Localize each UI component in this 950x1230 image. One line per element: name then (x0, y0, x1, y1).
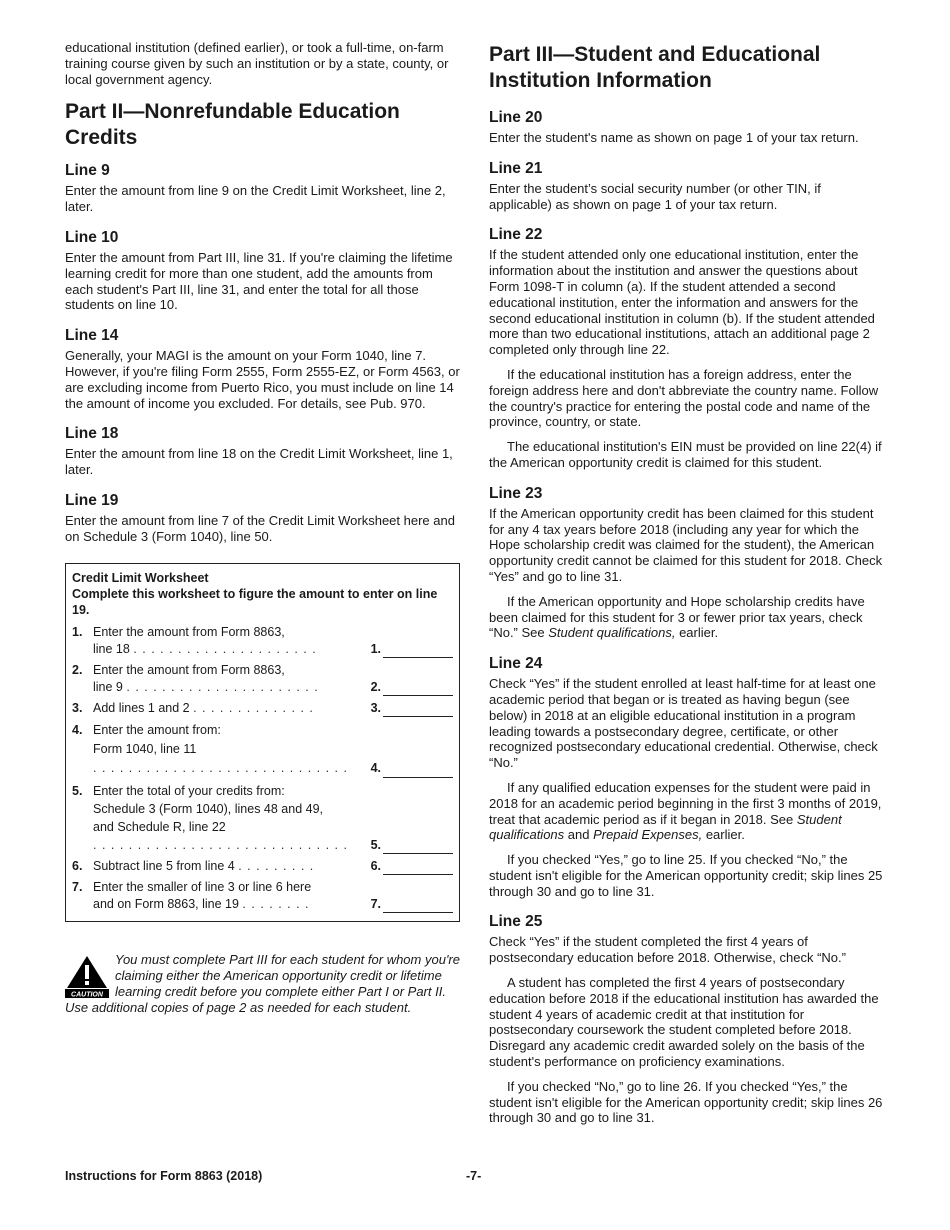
worksheet-row-number: 5. (72, 783, 83, 798)
left-column (65, 40, 460, 1016)
worksheet-row-text: Subtract line 5 from line 4 (93, 858, 235, 873)
line22-section (489, 225, 884, 470)
line9-text: Enter the amount from line 9 on the Credit Limit Worksheet, line 2, later. (65, 183, 446, 215)
line19-heading: Line 19 (65, 491, 119, 509)
line24-heading: Line 24 (489, 655, 543, 673)
worksheet-row-text: Enter the smaller of line 3 or line 6 here (93, 879, 312, 894)
worksheet-row-label: 7. (370, 896, 381, 911)
line25-heading: Line 25 (489, 913, 543, 931)
line22-p1: If the student attended only one educational institution, enter the information about the institution and answer the questions about Form 1098-T in column (a). If the student attended a second educational institution, enter the information and answers for the second educational institution in column (b). If the student attended more than two educational institutions, attach an additional page 2 completed only through line 22. (489, 247, 875, 358)
line20-section (489, 108, 884, 146)
line22-heading: Line 22 (489, 226, 543, 244)
line24-p2: If any qualified education expenses for the student were paid in 2018 for an academic period beginning in the first 3 months of 2019, treat that academic period as if it began in 2018. See Student qualifications and Prepaid Expenses, earlier. (489, 779, 882, 843)
line21-heading: Line 21 (489, 159, 543, 177)
worksheet-row-text: Enter the amount from: (93, 722, 221, 737)
caution-text: You must complete Part III for each student for whom you're claiming either the American opportunity credit or lifetime learning credit before you complete either Part I or Part II. Use additional copies of page 2 as needed for each student. (65, 951, 460, 1015)
line24-p1: Check “Yes” if the student enrolled at least half-time for at least one academic period that began or is treated as having begun (see below) in 2018 at an eligible educational institution in a program leading towards a postsecondary degree, certificate, or other recognized postsecondary educational credential. Otherwise, check “No.” (489, 676, 878, 771)
worksheet-row-number: 7. (72, 879, 83, 894)
footer-title: Instructions for Form 8863 (2018) (65, 1169, 263, 1183)
line25-p3: If you checked “No,” go to line 26. If you checked “Yes,” the student isn't eligible for the American opportunity credit; skip lines 26 through 30 and go to line 31. (489, 1078, 883, 1126)
worksheet-leader-dots: . . . . . . . . . (238, 858, 315, 873)
worksheet-row-text-3: and Schedule R, line 22 (93, 819, 226, 834)
worksheet-row-text: Enter the amount from Form 8863, (93, 624, 285, 639)
worksheet-row-text-2: line 18 (93, 641, 130, 656)
caution-label: CAUTION (71, 991, 103, 998)
worksheet-row-number: 3. (72, 700, 83, 715)
line23-heading: Line 23 (489, 484, 543, 502)
worksheet-leader-dots: . . . . . . . . . . . . . . . . . . . . . (133, 641, 317, 656)
worksheet-entry-line-2[interactable] (383, 680, 453, 696)
part3-title: Part III—Student and Educational Institution Information (489, 43, 821, 92)
line25-p2: A student has completed the first 4 years of postsecondary education before 2018 if the educational institution has awarded the student 4 years of academic credit at that institution for postsecondary coursework the student completed before 2018. Disregard any academic credit awarded solely on the basis of the student's performance on proficiency examinations. (489, 975, 879, 1070)
worksheet-subtitle: Complete this worksheet to figure the amount to enter on line 19. (72, 586, 438, 617)
worksheet-entry-line-7[interactable] (383, 897, 453, 913)
worksheet-row-number: 2. (72, 662, 83, 677)
part2-title: Part II—Nonrefundable Education Credits (65, 100, 400, 150)
line22-p2: If the educational institution has a foreign address, enter the foreign address here and don't abbreviate the country name. Follow the country's practice for entering the postal code and name of the province, country, or state. (489, 366, 879, 430)
line18-text: Enter the amount from line 18 on the Credit Limit Worksheet, line 1, later. (65, 446, 453, 478)
worksheet-title: Credit Limit Worksheet (72, 570, 209, 585)
intro-paragraph: educational institution (defined earlier), or took a full-time, on-farm training course given by such an institution or by a state, county, or local government agency. (65, 40, 449, 87)
caution-note (65, 952, 460, 1016)
worksheet-entry-line-5[interactable] (383, 838, 453, 854)
prepaid-expenses-ref: Prepaid Expenses, (593, 827, 703, 843)
line20-text: Enter the student's name as shown on page 1 of your tax return. (489, 130, 859, 145)
worksheet-row-5 (72, 782, 453, 854)
worksheet-leader-dots: . . . . . . . . . . . . . . (193, 700, 314, 715)
worksheet-entry-line-1[interactable] (383, 642, 453, 658)
line24-p3: If you checked “Yes,” go to line 25. If you checked “No,” the student isn't eligible for the American opportunity credit; skip lines 25 through 30 and go to line 31. (489, 852, 883, 899)
worksheet-leader-dots: . . . . . . . . . . . . . . . . . . . . . . (126, 679, 319, 694)
line23-section (489, 484, 884, 641)
worksheet-leader-dots: . . . . . . . . . . . . . . . . . . . . . . . . . . . . . (93, 760, 348, 775)
worksheet-row-2 (72, 662, 453, 696)
line10-heading: Line 10 (65, 228, 119, 246)
line21-text: Enter the student’s social security number (or other TIN, if applicable) as shown on page 1 of your tax return. (489, 180, 821, 212)
student-qualifications-ref: Student qualifications (489, 811, 842, 843)
line14-text: Generally, your MAGI is the amount on your Form 1040, line 7. However, if you're filing Form 2555, Form 2555-EZ, or Form 4563, or are excluding income from Puerto Rico, you must include on line 14 the amount of income you excluded. For details, see Pub. 970. (65, 348, 460, 411)
worksheet-row-label: 4. (370, 760, 381, 775)
line9-section (65, 161, 460, 215)
line22-p3: The educational institution's EIN must be provided on line 22(4) if the American opportunity credit is claimed for this student. (489, 439, 882, 470)
worksheet-row-text-2: Schedule 3 (Form 1040), lines 48 and 49, (93, 801, 323, 816)
page-number: -7- (466, 1169, 482, 1183)
worksheet-row-label: 3. (370, 700, 381, 715)
line19-text: Enter the amount from line 7 of the Credit Limit Worksheet here and on Schedule 3 (Form 1040), line 50. (65, 512, 455, 544)
student-qualifications-ref: Student qualifications, (548, 625, 676, 641)
line25-p1: Check “Yes” if the student completed the first 4 years of postsecondary education before 2018. Otherwise, check “No.” (489, 934, 846, 966)
line10-section (65, 228, 460, 313)
line9-heading: Line 9 (65, 162, 110, 180)
line19-section (65, 491, 460, 545)
worksheet-leader-dots: . . . . . . . . (242, 896, 310, 911)
worksheet-row-7 (72, 879, 453, 913)
worksheet-row-text: Enter the amount from Form 8863, (93, 662, 285, 677)
line23-p1: If the American opportunity credit has been claimed for this student for any 4 tax years before 2018 (including any year for which the Hope scholarship credit was claimed for the student), the American opportunity credit cannot be claimed for this student for 2018. Check “Yes” and go to line 31. (489, 505, 883, 584)
worksheet-row-number: 1. (72, 624, 83, 639)
worksheet-row-text: Add lines 1 and 2 (93, 700, 190, 715)
worksheet-row-label: 6. (370, 858, 381, 873)
worksheet-row-number: 6. (72, 858, 83, 873)
worksheet-leader-dots: . . . . . . . . . . . . . . . . . . . . . . . . . . . . . (93, 837, 348, 852)
line14-section (65, 326, 460, 411)
credit-limit-worksheet (65, 563, 460, 922)
line20-heading: Line 20 (489, 109, 543, 126)
worksheet-entry-line-3[interactable] (383, 701, 453, 717)
worksheet-row-text-2: line 9 (93, 679, 123, 694)
worksheet-entry-line-4[interactable] (383, 762, 453, 778)
line21-section (489, 159, 884, 213)
caution-icon (65, 954, 109, 998)
worksheet-row-text-2: and on Form 8863, line 19 (93, 896, 239, 911)
line10-text: Enter the amount from Part III, line 31. If you're claiming the lifetime learning credit for more than one student, add the amounts from each student's Part III, line 31, and enter the total for all those students on line 10. (65, 249, 453, 313)
line24-section (489, 654, 884, 899)
worksheet-row-3 (72, 700, 453, 717)
line14-heading: Line 14 (65, 327, 119, 345)
line18-section (65, 424, 460, 478)
worksheet-row-6 (72, 858, 453, 875)
worksheet-row-number: 4. (72, 722, 83, 737)
line25-section (489, 912, 884, 1126)
worksheet-row-4 (72, 721, 453, 778)
worksheet-entry-line-6[interactable] (383, 859, 453, 875)
worksheet-row-text: Enter the total of your credits from: (93, 783, 285, 798)
line18-heading: Line 18 (65, 425, 119, 443)
worksheet-row-text-2: Form 1040, line 11 (93, 741, 197, 756)
worksheet-row-label: 2. (370, 679, 381, 694)
right-column (489, 42, 884, 1139)
worksheet-row-label: 5. (370, 837, 381, 852)
worksheet-row-label: 1. (370, 641, 381, 656)
worksheet-row-1 (72, 624, 453, 658)
line23-p2: If the American opportunity and Hope scholarship credits have been claimed for this student for 3 or fewer prior tax years, check “No.” See Student qualifications, earlier. (489, 593, 865, 641)
